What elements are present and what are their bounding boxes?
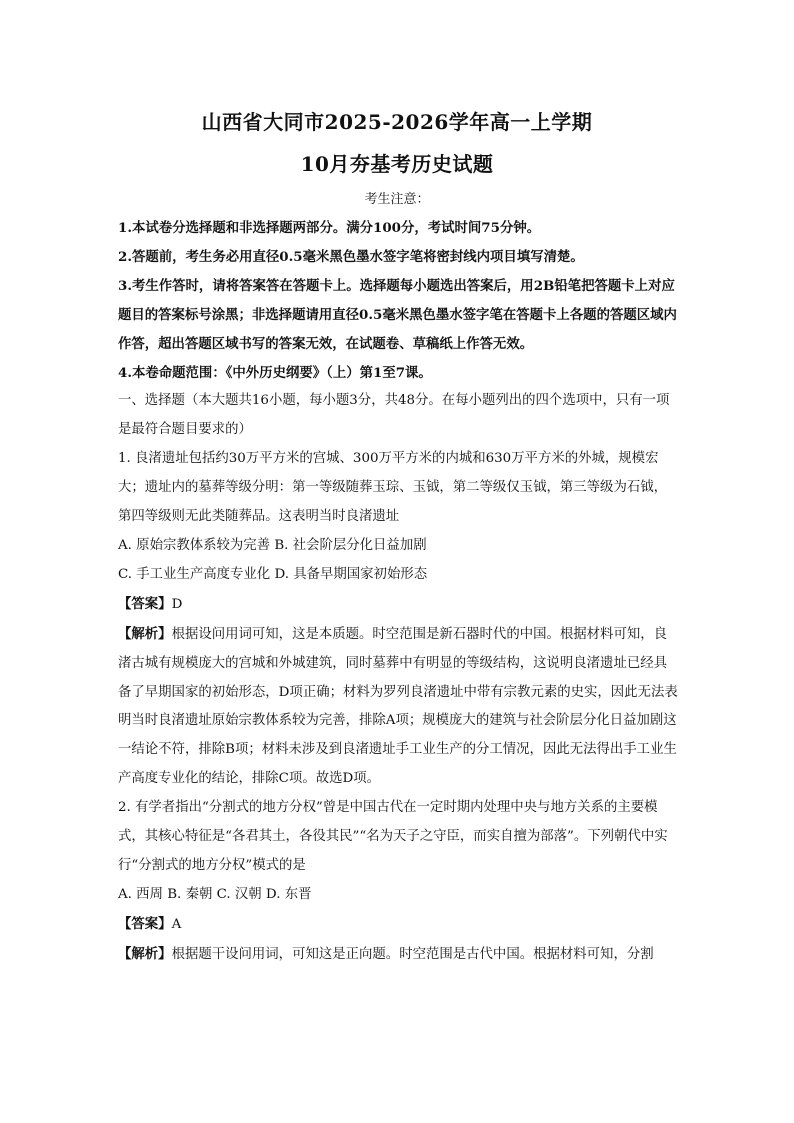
question-1-options-cd: C. 手工业生产高度专业化 D. 具备早期国家初始形态	[118, 566, 428, 582]
answer-label: 【答案】	[118, 915, 172, 932]
notice-item-4: 4.本卷命题范围：《中外历史纲要》（上）第1至7课。	[118, 364, 432, 381]
answer-value: D	[171, 596, 183, 612]
question-2-answer	[118, 910, 678, 940]
document-title-line2: 10月夯基考历史试题	[300, 152, 494, 176]
question-1-options-ab: A. 原始宗教体系较为完善 B. 社会阶层分化日益加剧	[118, 537, 427, 553]
question-1-answer	[118, 590, 678, 620]
section-heading: 一、选择题（本大题共16小题，每小题3分，共48分。在每小题列出的四个选项中，只有一项是最符合题目要求的）	[118, 393, 670, 438]
question-2-options: A. 西周 B. 秦朝 C. 汉朝 D. 东晋	[118, 886, 312, 902]
question-2-stem: 2. 有学者指出“分割式的地方分权”曾是中国古代在一定时期内处理中央与地方关系的主要模式，其核心特征是“各君其土，各役其民”“名为天子之守臣，而实自擅为部落”。下列朝代中实行“分割式的地方分权”模式的是	[118, 800, 668, 873]
document-title-line1: 山西省大同市2025-2026学年高一上学期	[201, 110, 593, 134]
question-1-stem: 1. 良渚遗址包括约30万平方米的宫城、300万平方米的内城和630万平方米的外城，规模宏大；遗址内的墓葬等级分明：第一等级随葬玉琮、玉钺，第二等级仅玉钺，第三等级为石钺，第四等级则无此类随葬品。这表明当时良渚遗址	[118, 451, 668, 525]
analysis-text: 根据设问用词可知，这是本质题。时空范围是新石器时代的中国。根据材料可知，良渚古城有规模庞大的宫城和外城建筑，同时墓葬中有明显的等级结构，这说明良渚遗址已经具备了早期国家的初始形态，D项正确；材料为罗列良渚遗址中带有宗教元素的史实，因此无法表明当时良渚遗址原始宗教体系较为完善，排除A项；规模庞大的建筑与社会阶层分化日益加剧这一结论不符，排除B项；材料未涉及到良渚遗址手工业生产的分工情况，因此无法得出手工业生产高度专业化的结论，排除C项。故选D项。	[118, 626, 678, 787]
answer-value: A	[171, 916, 182, 932]
notice-item-1: 1.本试卷分选择题和非选择题两部分。满分100分，考试时间75分钟。	[118, 220, 541, 236]
notice-item-2: 2.答题前，考生务必用直径0.5毫米黑色墨水签字笔将密封线内项目填写清楚。	[118, 248, 584, 265]
analysis-label: 【解析】	[118, 625, 172, 642]
question-2-analysis	[118, 940, 678, 970]
exam-body	[118, 214, 678, 970]
notice-heading: 考生注意：	[364, 192, 430, 207]
question-1-analysis	[118, 620, 678, 794]
analysis-label: 【解析】	[118, 945, 172, 962]
answer-label: 【答案】	[118, 595, 172, 612]
analysis-text: 根据题干设问用词，可知这是正向题。时空范围是古代中国。根据材料可知，分割	[171, 946, 654, 962]
notice-item-3: 3.考生作答时，请将答案答在答题卡上。选择题每小题选出答案后，用2B铅笔把答题卡上对应题目的答案标号涂黑；非选择题请用直径0.5毫米黑色墨水签字笔在答题卡上各题的答题区域内作答，超出答题区域书写的答案无效，在试题卷、草稿纸上作答无效。	[118, 277, 677, 352]
